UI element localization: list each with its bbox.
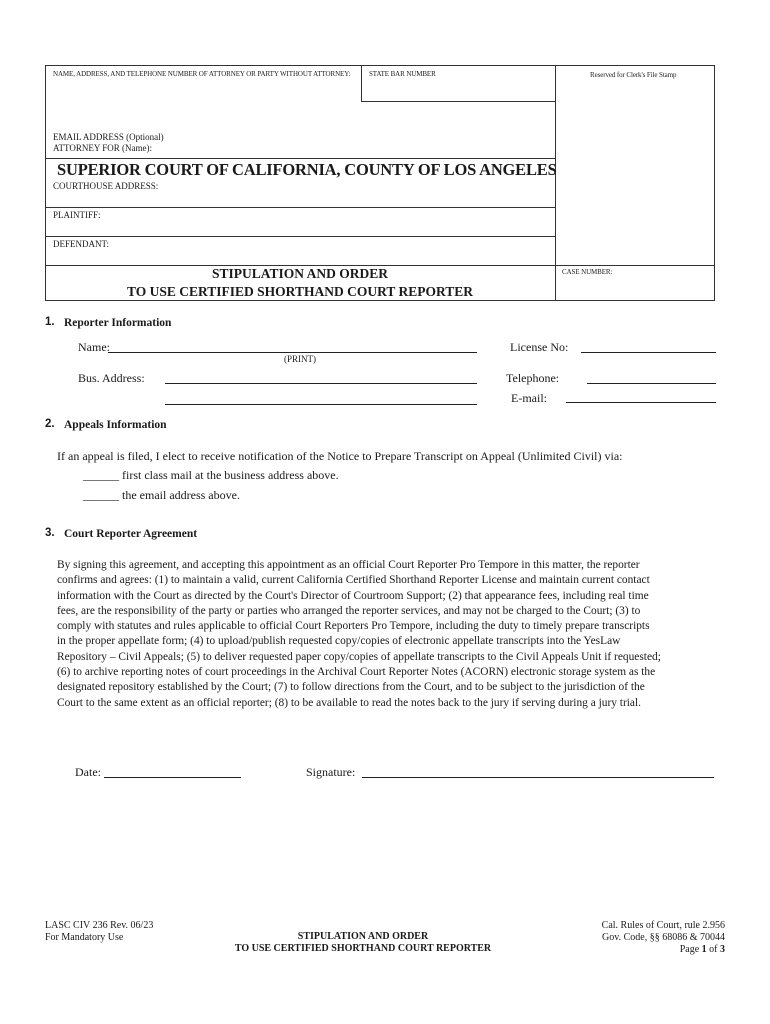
divider-bar-number bbox=[361, 65, 362, 101]
page-of: of bbox=[709, 944, 718, 955]
agreement-line: (6) to archive reporting notes of court proceedings in the Archival Court Reporter Notes (ACORN) electronic storage system as the bbox=[57, 666, 656, 679]
reporter-email-field[interactable] bbox=[566, 402, 716, 403]
agreement-line: designated repository established by the Court; (7) to follow directions from the Court, and to be subject to the jurisdiction of the bbox=[57, 681, 645, 694]
footer-title-line1: STIPULATION AND ORDER bbox=[297, 931, 429, 942]
plaintiff-label: PLAINTIFF: bbox=[53, 210, 101, 220]
license-number-field[interactable] bbox=[581, 352, 716, 353]
defendant-label: DEFENDANT: bbox=[53, 239, 110, 249]
agreement-paragraph bbox=[57, 558, 717, 711]
section2-number: 2. bbox=[45, 418, 55, 430]
footer-title-line2: TO USE CERTIFIED SHORTHAND COURT REPORTER bbox=[234, 943, 492, 954]
divider-courthouse bbox=[45, 207, 555, 208]
name-address-label: NAME, ADDRESS, AND TELEPHONE NUMBER OF ATTORNEY OR PARTY WITHOUT ATTORNEY: bbox=[53, 70, 351, 78]
telephone-label: Telephone: bbox=[506, 371, 560, 385]
appeal-option-mail[interactable]: ______ first class mail at the business address above. bbox=[83, 468, 339, 482]
courthouse-address-label: COURTHOUSE ADDRESS: bbox=[53, 181, 159, 191]
agreement-line: information with the Court as directed by the Court's Director of Courtroom Support; (2) that appearance fees, including real time bbox=[57, 589, 649, 602]
section3-title: Court Reporter Agreement bbox=[64, 528, 198, 540]
business-address-field-1[interactable] bbox=[165, 383, 477, 384]
court-title: SUPERIOR COURT OF CALIFORNIA, COUNTY OF LOS ANGELES bbox=[57, 160, 557, 179]
divider-court-title bbox=[45, 158, 555, 159]
divider-plaintiff bbox=[45, 236, 555, 237]
rules-citation: Cal. Rules of Court, rule 2.956 bbox=[601, 920, 725, 931]
document-title-line2: TO USE CERTIFIED SHORTHAND COURT REPORTER bbox=[126, 284, 474, 299]
attorney-for-label: ATTORNEY FOR (Name): bbox=[53, 143, 152, 153]
section3-number: 3. bbox=[45, 527, 55, 539]
license-number-label: License No: bbox=[510, 340, 569, 354]
divider-bar-bottom bbox=[361, 101, 555, 102]
agreement-line: By signing this agreement, and accepting this appointment as an official Court Reporter Pro Tempore in this matter, the reporter bbox=[57, 559, 640, 571]
email-address-label: EMAIL ADDRESS (Optional) bbox=[53, 132, 164, 142]
business-address-label: Bus. Address: bbox=[78, 371, 145, 385]
signature-field[interactable] bbox=[362, 777, 714, 778]
reporter-name-label: Name: bbox=[78, 340, 110, 354]
telephone-field[interactable] bbox=[587, 383, 716, 384]
agreement-line: Repository – Civil Appeals; (5) to deliver requested paper copy/copies of appellate transcripts to the Civil Appeals Unit if requested; bbox=[57, 650, 661, 663]
mandatory-use-label: For Mandatory Use bbox=[45, 932, 124, 943]
page-prefix: Page bbox=[679, 944, 700, 955]
appeal-intro-text: If an appeal is filed, I elect to receive notification of the Notice to Prepare Transcript on Appeal (Unlimited Civil) via: bbox=[57, 449, 623, 463]
section2-title: Appeals Information bbox=[64, 419, 167, 431]
agreement-line: fees, are the responsibility of the party or parties who arranged the reporter services, and may not be charged to the Court; (3) to bbox=[57, 604, 641, 617]
form-id: LASC CIV 236 Rev. 06/23 bbox=[45, 920, 154, 931]
page-total: 3 bbox=[720, 944, 725, 955]
reporter-email-label: E-mail: bbox=[511, 391, 547, 405]
date-label: Date: bbox=[75, 765, 101, 779]
page-indicator bbox=[680, 944, 725, 956]
agreement-line: confirms and agrees: (1) to maintain a valid, current California Certified Shorthand Reporter License and maintain current contact bbox=[57, 574, 650, 587]
gov-code-citation: Gov. Code, §§ 68086 & 70044 bbox=[602, 932, 725, 943]
document-title-line1: STIPULATION AND ORDER bbox=[211, 266, 389, 281]
state-bar-number-label: STATE BAR NUMBER bbox=[369, 70, 436, 78]
reporter-name-field[interactable] bbox=[108, 352, 477, 353]
case-number-label: CASE NUMBER: bbox=[562, 268, 613, 276]
date-field[interactable] bbox=[104, 777, 241, 778]
clerk-stamp-label: Reserved for Clerk's File Stamp bbox=[590, 71, 677, 79]
agreement-line: Court to the same extent as an official reporter; (8) to be available to read the notes back to the jury if serving during a jury trial. bbox=[57, 696, 641, 709]
signature-label: Signature: bbox=[306, 765, 356, 779]
agreement-line: comply with statutes and rules applicable to official Court Reporters Pro Tempore, including the duty to timely prepare transcripts bbox=[57, 620, 650, 633]
business-address-field-2[interactable] bbox=[165, 404, 477, 405]
page-number: 1 bbox=[701, 944, 707, 955]
print-label: (PRINT) bbox=[284, 354, 316, 364]
section1-number: 1. bbox=[45, 316, 55, 328]
section1-title: Reporter Information bbox=[64, 317, 172, 329]
agreement-line: in the proper appellate form; (4) to upload/publish requested copy/copies of electronic appellate transcripts into the YesLaw bbox=[57, 635, 621, 648]
appeal-option-email[interactable]: ______ the email address above. bbox=[83, 488, 240, 502]
